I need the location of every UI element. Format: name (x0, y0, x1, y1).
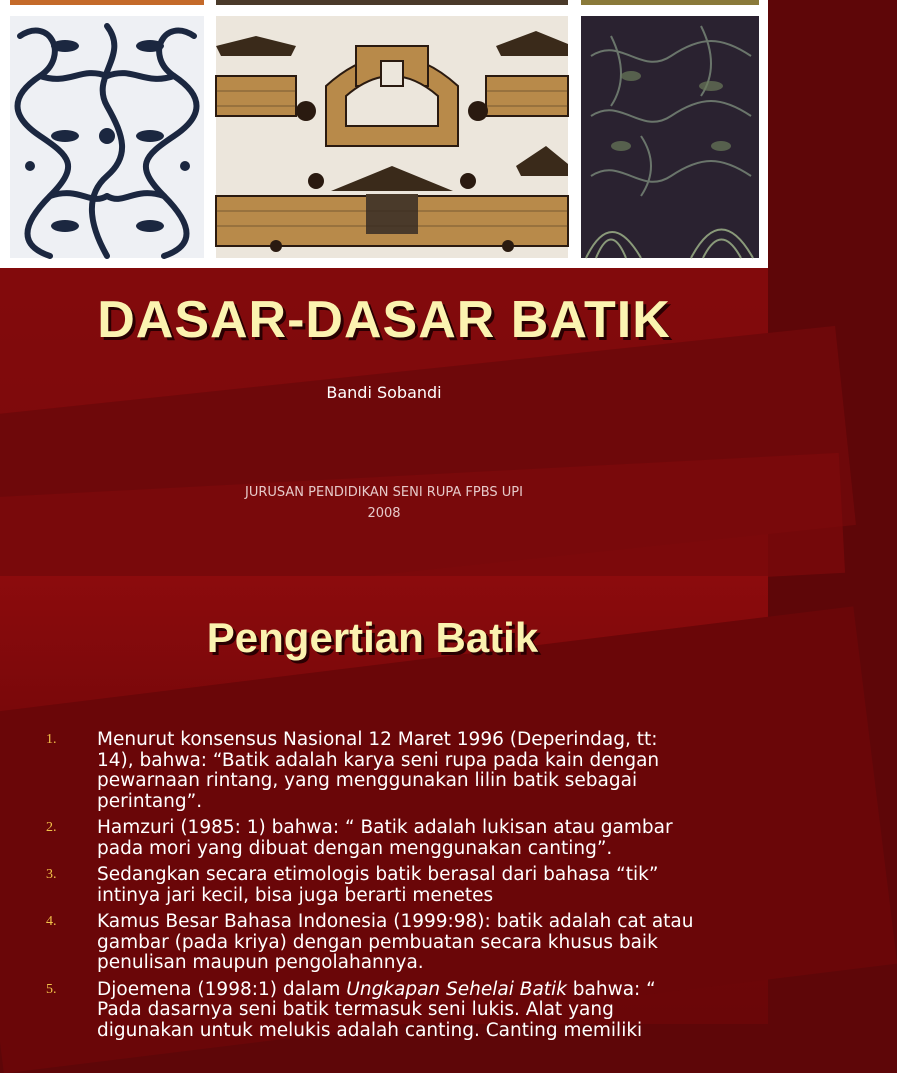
author-name: Bandi Sobandi (326, 383, 442, 402)
list-number: 3. (46, 867, 57, 882)
list-item (0, 912, 768, 974)
list-text: Sedangkan secara etimologis batik berasal dari bahasa “tik” intinya jari kecil, bisa juga berarti menetes (97, 864, 659, 906)
list-item (0, 980, 768, 1042)
batik-photo-peacock (581, 16, 759, 258)
book-title: Ungkapan Sehelai Batik (346, 978, 567, 1000)
title-slide (0, 0, 768, 576)
list-item (0, 818, 768, 859)
list-item (0, 865, 768, 906)
list-text: Hamzuri (1985: 1) bahwa: “ Batik adalah lukisan atau gambar pada mori yang dibuat dengan menggunakan canting”. (97, 817, 673, 859)
list-number: 4. (46, 914, 57, 929)
batik-photo-architecture (216, 16, 568, 258)
list-text: Menurut konsensus Nasional 12 Maret 1996 (Deperindag, tt: 14), bahwa: “Batik adalah karya seni rupa pada kain dengan pewarnaan rintang, yang menggunakan lilin batik sebagai perintang”. (97, 729, 660, 812)
presentation-title: DASAR-DASAR BATIK (97, 291, 671, 349)
batik-photo-top-right (581, 0, 759, 5)
list-number: 2. (46, 820, 57, 835)
batik-photo-ornament (10, 16, 204, 258)
slide-title: Pengertian Batik (206, 614, 539, 661)
list-text: Kamus Besar Bahasa Indonesia (1999:98): batik adalah cat atau gambar (pada kriya) dengan pembuatan secara khusus baik penulisan maupun pengolahannya. (97, 911, 694, 973)
institution-block (0, 482, 768, 524)
list-number: 1. (46, 732, 57, 747)
presentation-year: 2008 (367, 506, 401, 521)
list-item (0, 730, 768, 812)
institution-name: JURUSAN PENDIDIKAN SENI RUPA FPBS UPI (245, 485, 523, 500)
definition-slide (0, 576, 768, 1041)
definition-list (0, 730, 768, 1047)
batik-photo-top-center (216, 0, 568, 5)
list-text-before: Djoemena (1998:1) dalam (97, 978, 347, 1000)
batik-photo-top-left (10, 0, 204, 5)
batik-photo-strip (0, 0, 768, 268)
list-number: 5. (46, 981, 57, 997)
list-text-after: bahwa: “ Pada dasarnya seni batik termasuk seni lukis. Alat yang digunakan untuk melukis adalah canting. Canting memiliki (97, 978, 656, 1041)
